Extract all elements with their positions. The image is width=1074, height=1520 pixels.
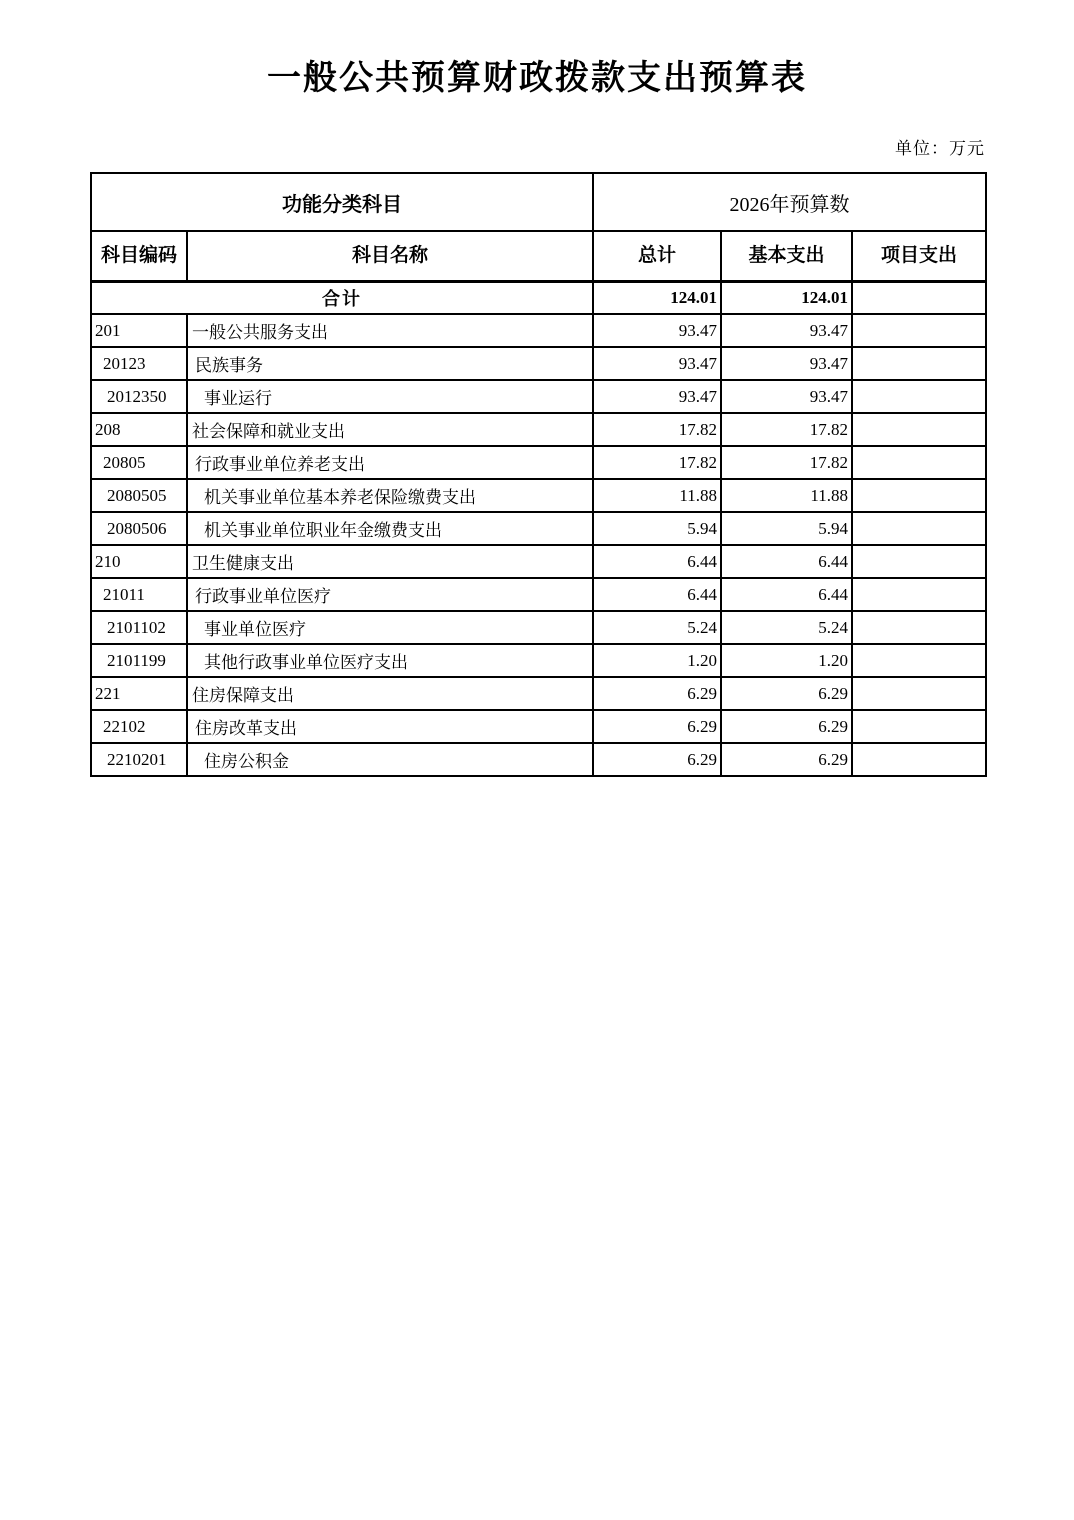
- cell-subject-code: 2101102: [91, 611, 187, 644]
- table-row: [91, 347, 986, 380]
- cell-total: 6.44: [593, 578, 721, 611]
- cell-subject-code: 210: [91, 545, 187, 578]
- cell-subject-name: 机关事业单位基本养老保险缴费支出: [187, 479, 593, 512]
- cell-total: 93.47: [593, 380, 721, 413]
- cell-basic-expenditure: 93.47: [721, 380, 852, 413]
- cell-total: 93.47: [593, 314, 721, 347]
- table-row: [91, 611, 986, 644]
- header-subject-name: 科目名称: [187, 231, 593, 281]
- cell-subject-code: 21011: [91, 578, 187, 611]
- table-row: [91, 446, 986, 479]
- cell-total: 17.82: [593, 446, 721, 479]
- table-row: [91, 710, 986, 743]
- cell-subject-code: 20805: [91, 446, 187, 479]
- cell-subject-name: 其他行政事业单位医疗支出: [187, 644, 593, 677]
- header-group-row: [91, 173, 986, 231]
- table-row: [91, 578, 986, 611]
- cell-subject-code: 2210201: [91, 743, 187, 776]
- cell-project-expenditure: [852, 611, 986, 644]
- cell-subject-name: 住房公积金: [187, 743, 593, 776]
- table-row: [91, 413, 986, 446]
- cell-subject-code: 2012350: [91, 380, 187, 413]
- cell-subject-name: 事业单位医疗: [187, 611, 593, 644]
- cell-subject-code: 201: [91, 314, 187, 347]
- cell-subject-code: 2080505: [91, 479, 187, 512]
- cell-project-expenditure: [852, 743, 986, 776]
- table-row: [91, 479, 986, 512]
- cell-subject-name: 事业运行: [187, 380, 593, 413]
- cell-subject-name: 住房改革支出: [187, 710, 593, 743]
- table-row: [91, 743, 986, 776]
- cell-project-expenditure: [852, 347, 986, 380]
- table-row: [91, 314, 986, 347]
- cell-basic-expenditure: 6.29: [721, 677, 852, 710]
- page-title: 一般公共预算财政拨款支出预算表: [267, 60, 807, 97]
- cell-subject-name: 行政事业单位养老支出: [187, 446, 593, 479]
- cell-basic-expenditure: 6.44: [721, 545, 852, 578]
- grand-total-sum: 124.01: [593, 281, 721, 314]
- cell-basic-expenditure: 93.47: [721, 347, 852, 380]
- cell-basic-expenditure: 6.29: [721, 710, 852, 743]
- header-functional-classification: 功能分类科目: [91, 173, 593, 231]
- cell-total: 6.29: [593, 710, 721, 743]
- cell-subject-code: 2080506: [91, 512, 187, 545]
- table-row: [91, 380, 986, 413]
- cell-subject-name: 卫生健康支出: [187, 545, 593, 578]
- cell-subject-name: 一般公共服务支出: [187, 314, 593, 347]
- cell-total: 6.44: [593, 545, 721, 578]
- cell-total: 11.88: [593, 479, 721, 512]
- cell-subject-name: 民族事务: [187, 347, 593, 380]
- cell-subject-name: 住房保障支出: [187, 677, 593, 710]
- cell-total: 6.29: [593, 677, 721, 710]
- cell-basic-expenditure: 6.29: [721, 743, 852, 776]
- cell-subject-name: 行政事业单位医疗: [187, 578, 593, 611]
- cell-subject-code: 2101199: [91, 644, 187, 677]
- cell-total: 6.29: [593, 743, 721, 776]
- cell-total: 5.24: [593, 611, 721, 644]
- cell-basic-expenditure: 17.82: [721, 446, 852, 479]
- header-columns-row: [91, 231, 986, 281]
- cell-project-expenditure: [852, 578, 986, 611]
- cell-subject-code: 22102: [91, 710, 187, 743]
- cell-subject-name: 机关事业单位职业年金缴费支出: [187, 512, 593, 545]
- grand-total-row: [91, 281, 986, 314]
- grand-total-project: [852, 281, 986, 314]
- table-row: [91, 512, 986, 545]
- cell-project-expenditure: [852, 380, 986, 413]
- cell-subject-code: 221: [91, 677, 187, 710]
- cell-project-expenditure: [852, 479, 986, 512]
- cell-subject-code: 208: [91, 413, 187, 446]
- cell-total: 5.94: [593, 512, 721, 545]
- cell-project-expenditure: [852, 314, 986, 347]
- table-row: [91, 677, 986, 710]
- cell-subject-code: 20123: [91, 347, 187, 380]
- cell-project-expenditure: [852, 446, 986, 479]
- cell-basic-expenditure: 5.24: [721, 611, 852, 644]
- table-row: [91, 545, 986, 578]
- cell-project-expenditure: [852, 512, 986, 545]
- table-row: [91, 644, 986, 677]
- cell-project-expenditure: [852, 644, 986, 677]
- cell-basic-expenditure: 1.20: [721, 644, 852, 677]
- cell-project-expenditure: [852, 545, 986, 578]
- cell-project-expenditure: [852, 677, 986, 710]
- cell-basic-expenditure: 93.47: [721, 314, 852, 347]
- cell-basic-expenditure: 6.44: [721, 578, 852, 611]
- cell-total: 1.20: [593, 644, 721, 677]
- header-budget-year-2026: 2026年预算数: [593, 173, 986, 231]
- cell-project-expenditure: [852, 710, 986, 743]
- grand-total-basic: 124.01: [721, 281, 852, 314]
- cell-total: 93.47: [593, 347, 721, 380]
- grand-total-label: 合计: [91, 281, 593, 314]
- budget-table: [90, 172, 987, 777]
- header-subject-code: 科目编码: [91, 231, 187, 281]
- cell-basic-expenditure: 5.94: [721, 512, 852, 545]
- unit-note: 单位：万元: [895, 139, 985, 158]
- cell-total: 17.82: [593, 413, 721, 446]
- cell-subject-name: 社会保障和就业支出: [187, 413, 593, 446]
- header-total: 总计: [593, 231, 721, 281]
- cell-basic-expenditure: 11.88: [721, 479, 852, 512]
- header-basic-expenditure: 基本支出: [721, 231, 852, 281]
- header-project-expenditure: 项目支出: [852, 231, 986, 281]
- cell-project-expenditure: [852, 413, 986, 446]
- cell-basic-expenditure: 17.82: [721, 413, 852, 446]
